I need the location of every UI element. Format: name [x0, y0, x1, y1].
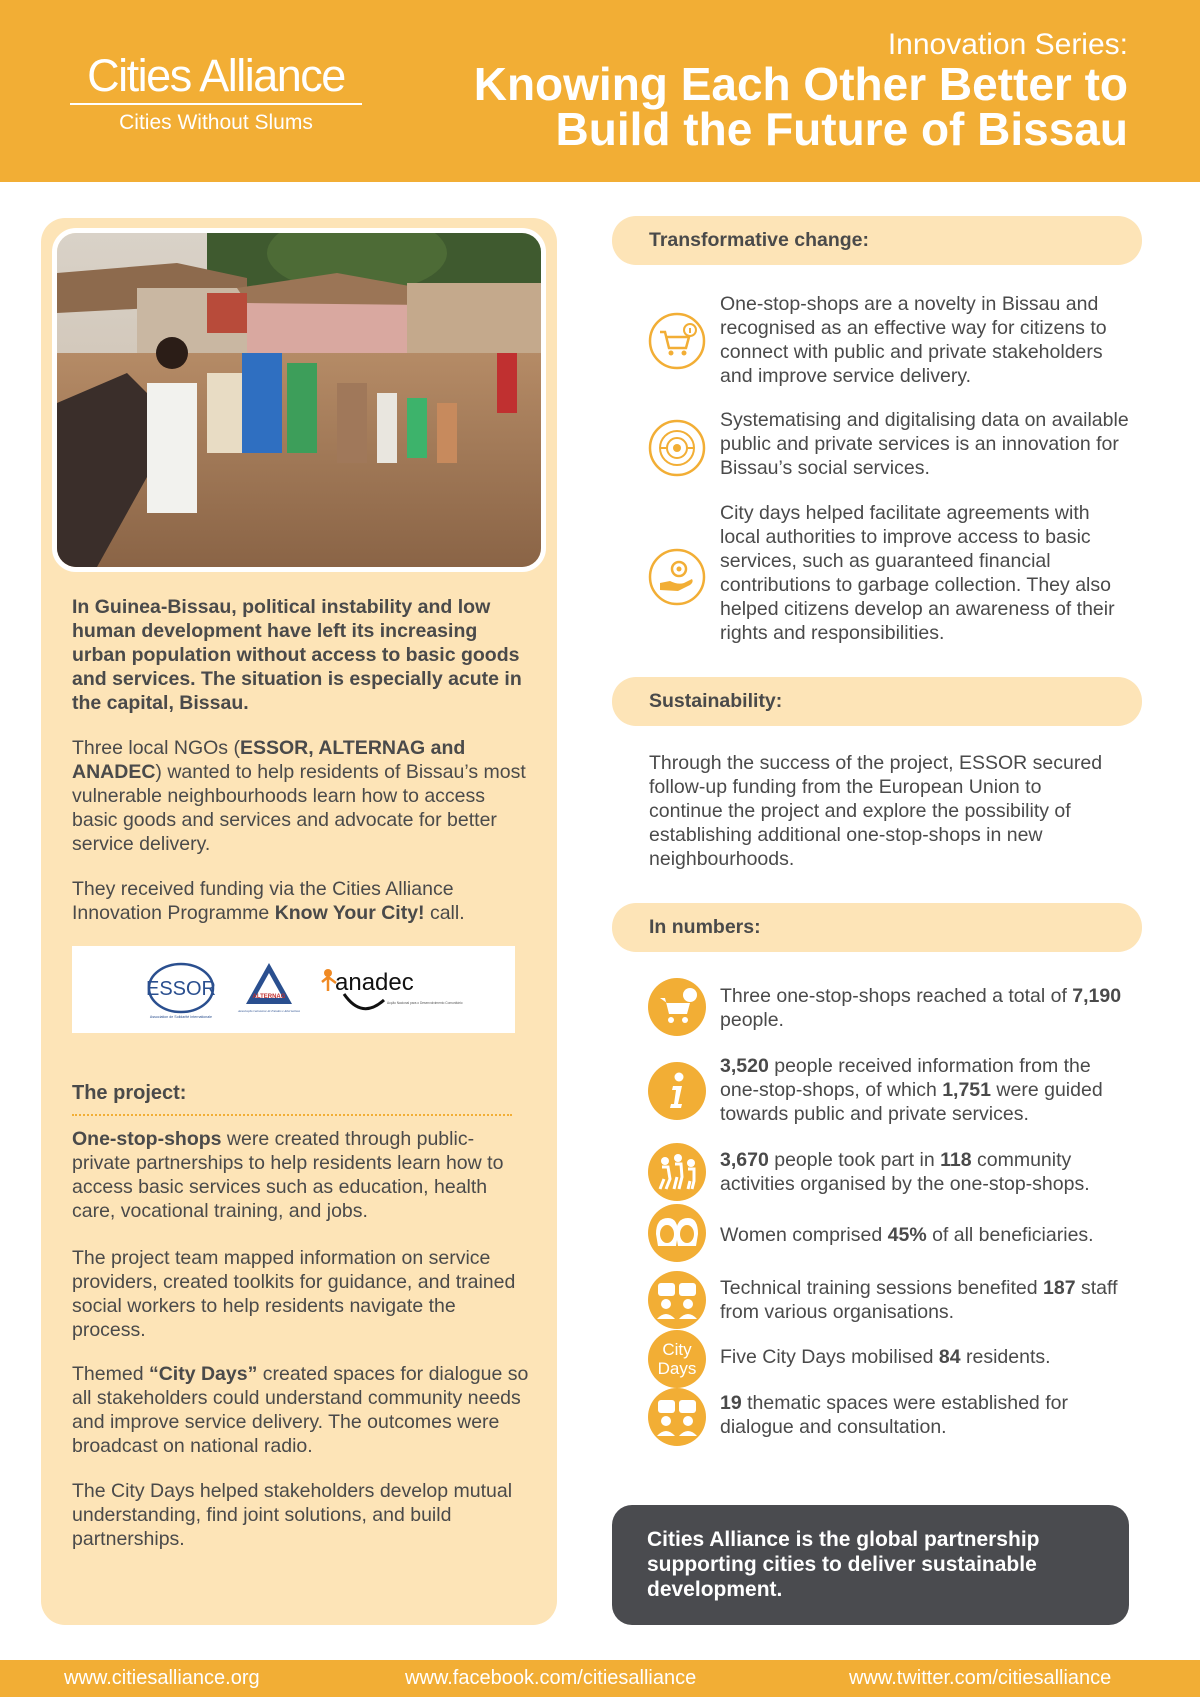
- project-paragraph-1: [72, 1127, 532, 1223]
- transformative-item-1: One-stop-shops are a novelty in Bissau and recognised as an effective way for citizens to connect with public and private stakeholders and improve service delivery.: [720, 293, 1107, 387]
- city-days-icon: City Days: [648, 1330, 706, 1388]
- number-2-value: 3,520: [720, 1055, 769, 1077]
- series-label: Innovation Series:: [887, 28, 1128, 61]
- partner-logos-strip: [72, 946, 515, 1033]
- project-heading: The project:: [72, 1082, 187, 1104]
- alternag-logo-text: ALTERNAG: [252, 994, 286, 1000]
- ngos-names: ESSOR, ALTERNAG and ANADEC: [72, 737, 466, 783]
- number-1-post: people.: [720, 1009, 784, 1031]
- number-item-1: [720, 984, 1135, 1032]
- shopping-cart-icon: [648, 978, 706, 1036]
- logo-divider: [70, 103, 362, 105]
- project-photo: [52, 228, 546, 572]
- number-3-value-2: 118: [940, 1149, 972, 1171]
- number-6-post: residents.: [960, 1346, 1051, 1368]
- ngos-text-pre: Three local NGOs (: [72, 737, 240, 759]
- number-3-value: 3,670: [720, 1149, 769, 1171]
- number-3-post: community activities organised by the one-stop-shops.: [720, 1149, 1090, 1195]
- anadec-logo-subtext: Acção Nacional para o Desenvolvimento Comunitário: [387, 1001, 463, 1005]
- number-7-value: 19: [720, 1392, 742, 1414]
- number-item-5: [720, 1276, 1135, 1324]
- transformative-item-3: City days helped facilitate agreements with local authorities to improve access to basic services, such as guaranteed financial contributions to garbage collection. They also helped citizens develop an awareness of their rights and responsibilities.: [720, 502, 1115, 644]
- number-6-pre: Five City Days mobilised: [720, 1346, 939, 1368]
- sustainability-paragraph: Through the success of the project, ESSOR secured follow-up funding from the European Union to continue the project and explore the possibility of establishing additional one-stop-shops in new neighbourhoods.: [649, 752, 1103, 870]
- anadec-logo: [322, 969, 463, 1009]
- number-7-post: thematic spaces were established for dialogue and consultation.: [720, 1392, 1068, 1438]
- number-4-pre: Women comprised: [720, 1224, 888, 1246]
- cities-alliance-callout: Cities Alliance is the global partnership supporting cities to deliver sustainable development.: [612, 1505, 1129, 1625]
- twitter-link[interactable]: www.twitter.com/citiesalliance: [849, 1667, 1112, 1689]
- funding-text-pre: They received funding via the Cities Alliance Innovation Programme: [72, 878, 454, 924]
- info-icon: [648, 1062, 706, 1120]
- project-paragraph-3: [72, 1362, 532, 1458]
- project-paragraph-2: The project team mapped information on service providers, created toolkits for guidance, and trained social workers to help residents navigate the process.: [72, 1247, 516, 1341]
- ngos-paragraph: [72, 736, 532, 856]
- number-1-pre: Three one-stop-shops reached a total of: [720, 985, 1073, 1007]
- number-5-post: staff from various organisations.: [720, 1277, 1118, 1323]
- number-2-mid: people received information from the one-stop-shops, of which: [720, 1055, 1091, 1101]
- number-3-mid: people took part in: [768, 1149, 941, 1171]
- logo-tagline: Cities Without Slums: [119, 111, 313, 134]
- number-2-post: were guided towards public and private services.: [720, 1079, 1103, 1125]
- number-5-value: 187: [1043, 1277, 1076, 1299]
- number-4-value: 45%: [887, 1224, 927, 1246]
- number-item-2: [720, 1054, 1135, 1126]
- community-people-icon: [648, 1143, 706, 1201]
- number-item-4: [720, 1223, 1135, 1247]
- numbers-heading: In numbers:: [612, 903, 1142, 952]
- number-item-6: [720, 1345, 1135, 1369]
- facebook-link[interactable]: www.facebook.com/citiesalliance: [405, 1667, 697, 1689]
- essor-logo-text: ESSOR: [145, 978, 217, 1000]
- number-5-pre: Technical training sessions benefited: [720, 1277, 1044, 1299]
- essor-logo-subtext: Association de Solidarité Internationale: [149, 1015, 213, 1019]
- number-item-3: [720, 1148, 1135, 1196]
- women-faces-icon: [648, 1204, 706, 1262]
- number-6-value: 84: [938, 1346, 961, 1368]
- sustainability-heading: Sustainability:: [612, 677, 1142, 726]
- project-p1-bold: One-stop-shops: [72, 1128, 222, 1150]
- cities-alliance-logo: [70, 52, 362, 135]
- project-p3-post: created spaces for dialogue so all stakeholders could understand community needs and improve service delivery. The outcomes were broadcast on national radio.: [72, 1363, 529, 1457]
- training-people-icon: [648, 1271, 706, 1329]
- anadec-logo-text: anadec: [335, 969, 414, 996]
- funding-paragraph: [72, 877, 532, 925]
- alternag-logo: [237, 963, 301, 1013]
- logo-name: Cities Alliance: [87, 50, 345, 101]
- number-item-7: [720, 1391, 1135, 1439]
- project-p1-text: were created through public-private partnerships to help residents learn how to access basic services such as education, health care, vocational training, and jobs.: [72, 1128, 504, 1222]
- project-p3-bold: “City Days”: [148, 1363, 258, 1385]
- funding-call-name: Know Your City!: [274, 902, 425, 924]
- number-4-post: of all beneficiaries.: [926, 1224, 1094, 1246]
- shopping-cart-info-icon: [648, 312, 706, 370]
- intro-paragraph: In Guinea-Bissau, political instability and low human development have left its increasing urban population without access to basic goods and services. The situation is especially acute in the capital, Bissau.: [72, 596, 522, 714]
- page-title: Knowing Each Other Better to Build the Future of Bissau: [473, 58, 1128, 155]
- website-link[interactable]: www.citiesalliance.org: [64, 1667, 260, 1689]
- data-disc-icon: [648, 419, 706, 477]
- number-2-value-2: 1,751: [942, 1079, 992, 1101]
- transformative-item-2: Systematising and digitalising data on available public and private services is an innovation for Bissau’s social services.: [720, 409, 1129, 479]
- transformative-heading: Transformative change:: [612, 216, 1142, 265]
- alternag-logo-subtext: Associação Guineense de Estudos e Alternativas: [238, 1009, 300, 1013]
- project-divider: [72, 1114, 512, 1116]
- ngos-text-post: ) wanted to help residents of Bissau’s most vulnerable neighbourhoods learn how to access basic goods and services and advocate for better service delivery.: [72, 761, 526, 855]
- funding-text-post: call.: [424, 902, 465, 924]
- project-paragraph-4: The City Days helped stakeholders develop mutual understanding, find joint solutions, and build partnerships.: [72, 1480, 513, 1550]
- photo-illustration: [57, 233, 541, 567]
- header-banner: [0, 0, 1200, 182]
- essor-logo: [146, 964, 216, 1019]
- partner-logos: [72, 946, 515, 1033]
- hand-gear-icon: [648, 548, 706, 606]
- project-p3-pre: Themed: [72, 1363, 149, 1385]
- number-1-value: 7,190: [1072, 985, 1122, 1007]
- footer-bar: [0, 1660, 1200, 1697]
- dialogue-people-icon: [648, 1388, 706, 1446]
